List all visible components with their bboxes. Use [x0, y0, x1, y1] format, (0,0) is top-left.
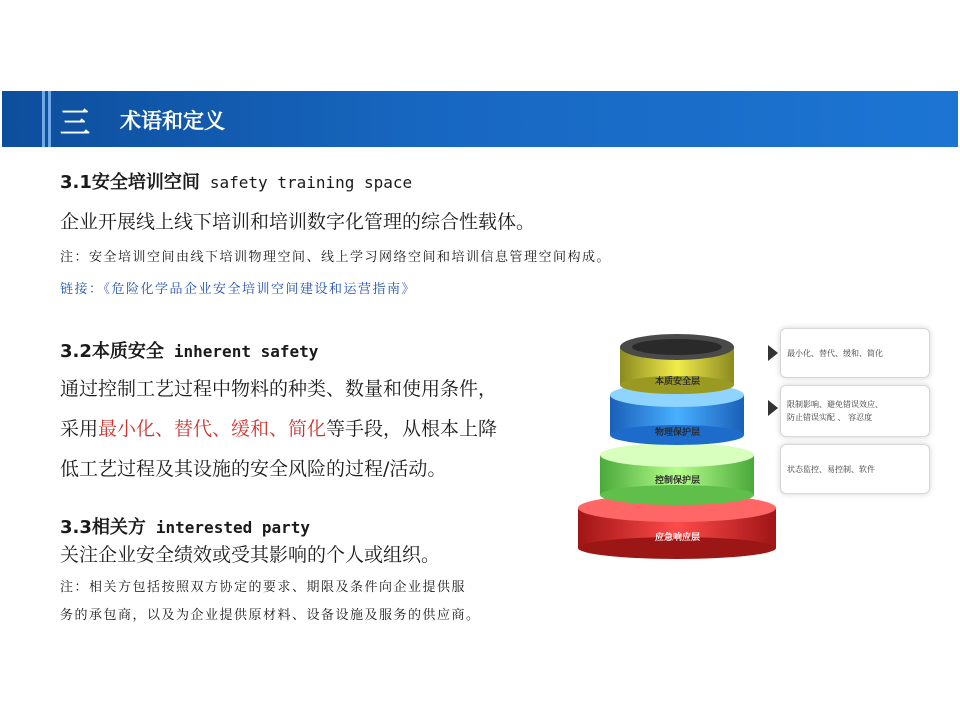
section-number: 三 [60, 106, 92, 141]
tier-green-bottom [600, 485, 754, 505]
heading-cn: 3.1安全培训空间 [60, 172, 200, 193]
note-text: 注：安全培训空间由线下培训物理空间、线上学习网络空间和培训信息管理空间构成。 [60, 250, 612, 265]
box-text: 防止错误实配 、 容忍度 [787, 413, 873, 422]
heading-en: inherent safety [173, 342, 319, 361]
tier-text: 物理保护层 [654, 428, 700, 438]
tier-yellow-inner [632, 339, 722, 355]
text-span: 等手段，从根本上降 [326, 418, 498, 440]
tier-text: 控制保护层 [654, 476, 700, 486]
box-text: 最小化、替代、缓和、简化 [787, 349, 883, 358]
box-text: 限制影响、避免错误效应、 [787, 400, 883, 409]
tier-green-top [600, 443, 754, 467]
box-text: 状态监控、易控制、软件 [787, 465, 875, 474]
description-box-1 [780, 328, 930, 378]
definition-line-2 [60, 414, 497, 441]
banner-stripe [48, 91, 51, 147]
heading-en: interested party [155, 518, 311, 537]
heading-interested-party [60, 513, 310, 539]
definition-line-3: 低工艺过程及其设施的安全风险的过程/活动。 [60, 458, 447, 480]
text-span: 采用 [60, 418, 99, 440]
layer-cylinders [575, 323, 780, 563]
banner-stripe [42, 91, 45, 147]
protection-layer-diagram [575, 323, 945, 563]
definition-line-1: 通过控制工艺过程中物料的种类、数量和使用条件， [60, 378, 498, 400]
description-box-2 [780, 385, 930, 437]
guide-link[interactable]: 链接：《危险化学品企业安全培训空间建设和运营指南》 [60, 282, 417, 297]
highlight-methods: 最小化、替代、缓和、简化 [98, 418, 327, 440]
arrow-right-icon [768, 400, 778, 416]
description-box-3 [780, 444, 930, 494]
heading-safety-training-space [60, 168, 412, 194]
heading-cn: 3.2本质安全 [60, 341, 164, 362]
heading-cn: 3.3相关方 [60, 517, 146, 538]
arrow-right-icon [768, 345, 778, 361]
heading-en: safety training space [209, 173, 413, 192]
definition-text: 企业开展线上线下培训和培训数字化管理的综合性载体。 [60, 211, 536, 233]
tier-text: 应急响应层 [654, 533, 700, 543]
section-banner [2, 91, 958, 147]
heading-inherent-safety [60, 337, 318, 363]
note-line-2: 务的承包商，以及为企业提供原材料、设备设施及服务的供应商。 [60, 608, 481, 623]
tier-text: 本质安全层 [654, 377, 700, 387]
definition-text: 关注企业安全绩效或受其影响的个人或组织。 [60, 544, 441, 566]
section-title: 术语和定义 [120, 109, 225, 133]
note-line-1: 注：相关方包括按照双方协定的要求、期限及条件向企业提供服 [60, 580, 467, 595]
